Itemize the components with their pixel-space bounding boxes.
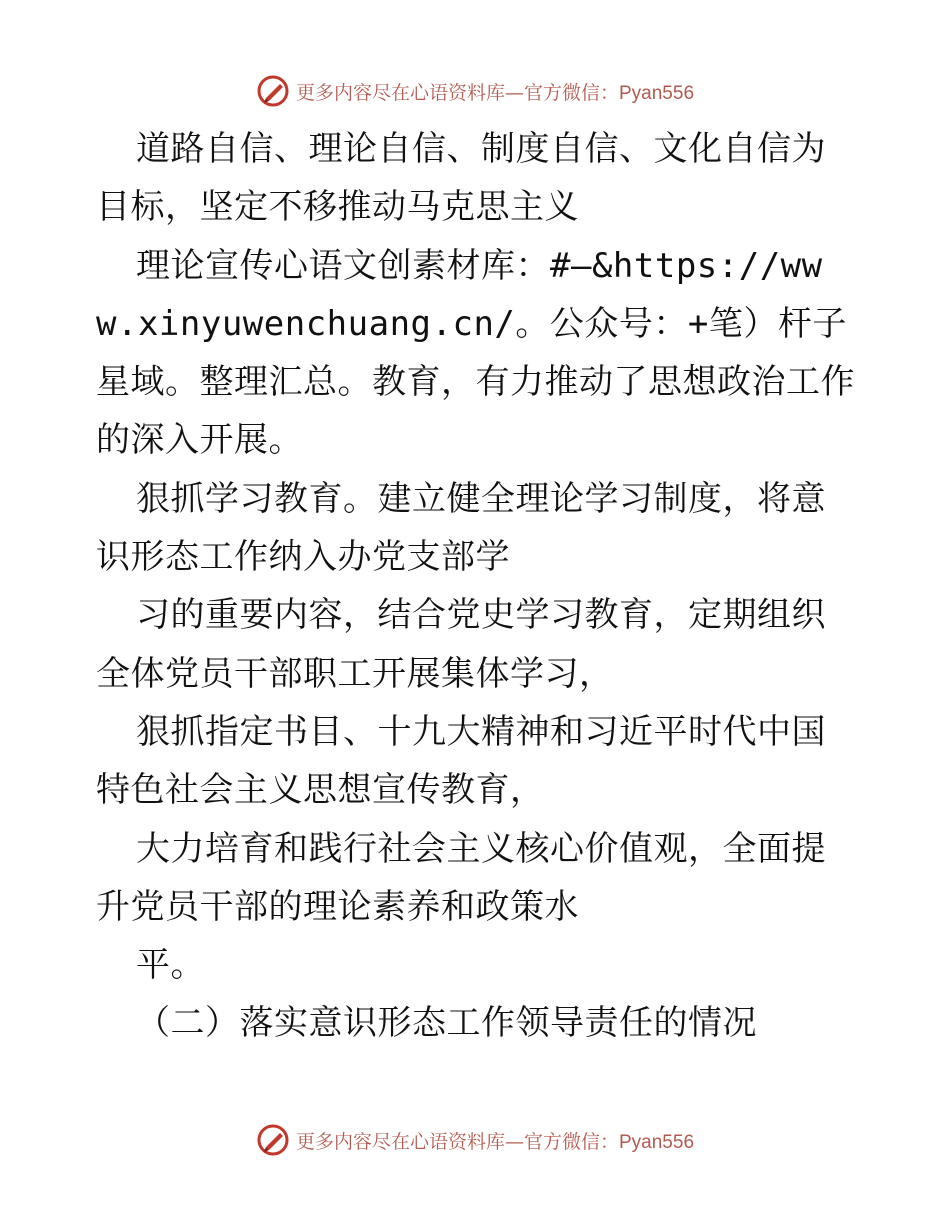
paragraph: 道路自信、理论自信、制度自信、文化自信为目标，坚定不移推动马克思主义 — [96, 129, 826, 228]
paragraph: 大力培育和践行社会主义核心价值观，全面提升党员干部的理论素养和政策水 — [96, 828, 826, 927]
wechat-id: Pyan556 — [619, 82, 695, 104]
section-heading: （二）落实意识形态工作领导责任的情况 — [136, 1003, 757, 1044]
header-watermark — [0, 71, 950, 111]
wechat-id: Pyan556 — [619, 1131, 695, 1153]
paragraph: 理论宣传心语文创素材库：#—&https://www.xinyuwenchuang.cn/。公众号：+笔）杆子星域。整理汇总。教育，有力推动了思想政治工作的深入开展。 — [96, 245, 855, 461]
paragraph: 习的重要内容，结合党史学习教育，定期组织全体党员干部职工开展集体学习， — [96, 595, 826, 694]
paragraph: 狠抓学习教育。建立健全理论学习制度，将意识形态工作纳入办党支部学 — [96, 478, 826, 578]
paragraph: 平。 — [136, 945, 205, 986]
document-body — [96, 120, 856, 1053]
watermark-text: 更多内容尽在心语资料库—官方微信：Pyan556 — [295, 1130, 695, 1153]
watermark-text: 更多内容尽在心语资料库—官方微信：Pyan556 — [295, 81, 695, 104]
paragraph: 狠抓指定书目、十九大精神和习近平时代中国特色社会主义思想宣传教育， — [96, 711, 826, 811]
pen-logo-icon — [256, 74, 290, 108]
pen-logo-icon — [256, 1123, 290, 1157]
footer-watermark — [0, 1120, 950, 1160]
